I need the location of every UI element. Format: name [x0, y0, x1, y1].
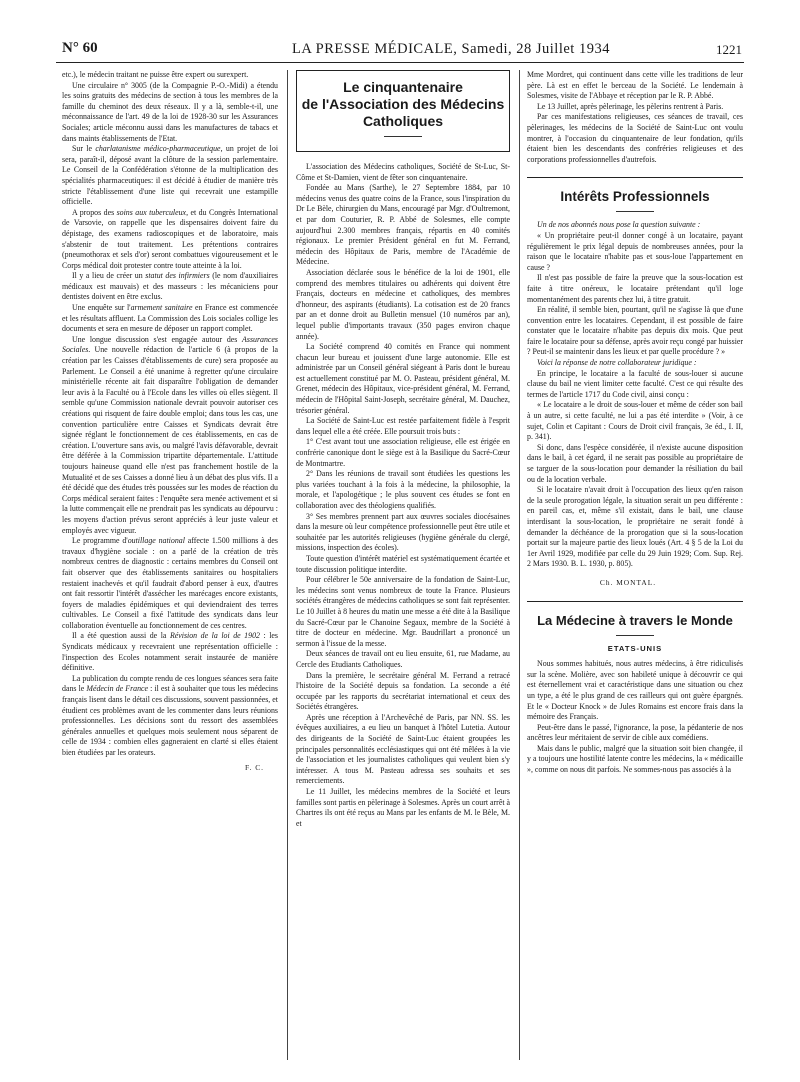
article-title-box — [296, 70, 510, 152]
column-left — [62, 70, 278, 1060]
paragraph: 1° C'est avant tout une association religieuse, elle est érigée en confrérie canonique dont le siège est à la Basilique du Sacré-Cœur de Montmartre. — [296, 437, 510, 468]
paragraph: Il y a lieu de créer un statut des infirmiers (le nom d'auxiliaires médicaux est mauvais) et des masseurs : les mécaniciens pour dentistes doivent en être exclus. — [62, 271, 278, 302]
paragraph: Un de nos abonnés nous pose la question suivante : — [537, 220, 701, 230]
section-title-medecine: La Médecine à travers le Monde — [537, 612, 733, 628]
paragraph: Pour célébrer le 50e anniversaire de la fondation de Saint-Luc, les médecins sont venus nombreux de toute la France. Plusieurs sociétés étrangères de médecins catholiques se sont fait représenter. Le 10 Juillet à 8 heures du matin une messe a été dite à la Basilique du Sacré-Cœur par le Chanoine Segaux, membre de la Société à titre de docteur en médecine. Mgr. Baudrillart a prononcé un sermon à l'issue de la messe. — [296, 575, 510, 648]
paragraph: « Un propriétaire peut-il donner congé à un locataire, payant régulièrement le prix légal depuis de nombreuses années, pour la raison que le locataire n'habite pas et sous-loue l'appartement en cause ? — [527, 230, 743, 272]
paragraph: Nous sommes habitués, nous autres médecins, à être ridiculisés sur la scène. Molière, avec son habileté unique à découvrir ce qui est éternellement vrai et caractéristique dans une situation ou chez un type, a été le plus grand de ces railleurs qui ont guère épargnés. Et le « Docteur Knock » de Jules Romains est encore frais dans la mémoire des Français. — [527, 659, 743, 722]
paragraph: En réalité, il semble bien, pourtant, qu'il ne s'agisse là que d'une convention entre les locataires. Cependant, il est possible de faire constater que le locataire n'habite pas depuis dix mois. Que peut faire le locataire pour sa défense, après avoir reçu congé par huissier ? Peut-il se maintenir dans les lieux et par quelle procédure ? » — [527, 305, 743, 357]
paragraph: A propos des soins aux tuberculeux, et du Congrès International de Varsovie, on rappelle que les dispensaires doivent faire du dépistage, des examens radioscopiques et de laboratoire, mais s'abstenir de tout traitement. Les prétentions contraires (pneumothorax et sels d'or) seront combattues vigoureusement et le Corps médical doit protester contre toute atteinte à la loi. — [62, 207, 278, 270]
issue-number: N° 60 — [62, 40, 98, 56]
signature: F. C. — [245, 762, 264, 772]
page-header — [56, 40, 744, 63]
paragraph: Fondée au Mans (Sarthe), le 27 Septembre 1884, par 10 médecins venus des quatre coins de la France, sous l'inspiration du Dr Le Bèle, chirurgien du Mans, encouragé par Mgr. d'Oultremont, et par dom Couturier, R. P. Abbé de Solesmes, elle compte aujourd'hui 2.300 membres français, répartis en 40 comités régionaux. Le premier Président général en fut M. Ferrand, médecin des Hôpitaux de Paris, membre de l'Académie de Médecine. — [296, 183, 510, 267]
paragraph: Une longue discussion s'est engagée autour des Assurances Sociales. Une nouvelle rédaction de l'article 6 (à propos de la création par les Caisses d'établissements de cure) sera proposée au Parlement. Le Conseil a été unanime à regretter qu'une circulaire ministérielle récente ait fait disparaître l'obligation de demander leur avis à la Faculté ou à l'Ecole dans les villes où elles siègent. Il semble qu'une Commission nationale devrait pouvoir autoriser ces créations qui risquent de faire double emploi; dans tous les cas, une convention particulière entre Caisses et Syndicats devrait être signée réglant le fonctionnement de ces établissements, en cas de création. L'ouverture sans avis, ou malgré l'avis défavorable, devrait être déférée à la Commission tripartite départementale. L'attitude toujours haineuse quand elle n'est pas franchement hostile de la Mutualité et de ses Caisses a donné lieu à un débat des plus vifs. Il a été décidé que des études très poussées sur les modes de réaction du Corps médical seraient faites : l'enquête sera menée activement et si la lutte commençait elle ne prendrait pas les syndicats au dépourvu : les moyens d'action prévus seront appréciés à leur juste valeur et employés avec vigueur. — [62, 334, 278, 535]
section-title-interets: Intérêts Professionnels — [560, 189, 710, 205]
paragraph: Peut-être dans le passé, l'ignorance, la pose, la pédanterie de nos ancêtres leur méritaient de servir de cible aux comédiens. — [527, 722, 743, 743]
paragraph: Sur le charlatanisme médico-pharmaceutique, un projet de loi sera, paraît-il, déposé avant la clôture de la session parlementaire. Le Conseil de la Confédération s'étonne de la multiplication des spécialités pharmaceutiques: il est décidé à étudier de manière très stricte l'établissement d'une liste qui recevrait une estampille officielle. — [62, 144, 278, 207]
paragraph: Si donc, dans l'espèce considérée, il n'existe aucune disposition dans le bail, à cet égard, il ne serait pas possible au propriétaire de se targuer de la sous-location pour demander la résiliation du bail ou de la location verbale. — [527, 442, 743, 484]
paragraph: La Société de Saint-Luc est restée parfaitement fidèle à l'esprit dans lequel elle a été créée. Elle poursuit trois buts : — [296, 416, 510, 436]
paragraph: Le 13 Juillet, après pèlerinage, les pèlerins rentrent à Paris. — [537, 101, 724, 111]
paragraph: Il n'est pas possible de faire la preuve que la sous-location est faite à titre onéreux, le locataire prétendant qu'il loge momentanément des parents chez lui, à titre gratuit. — [527, 273, 743, 304]
paragraph: En principe, le locataire a la faculté de sous-louer si aucune clause du bail ne vient limiter cette faculté. C'est ce qui résulte des termes de l'article 1717 du Code civil, ainsi conçu : — [527, 368, 743, 399]
paragraph: Une circulaire n° 3005 (de la Compagnie P.-O.-Midi) a étendu les soins gratuits des médecins de section à tous les membres de la famille du cheminot des deux réseaux. Il y a là, semble-t-il, une méconnaissance de l'art. 49 de la loi de 1928-30 sur les Assurances Sociales; article méconnu aussi dans les manufactures de tabacs et dans maints établissements de l'Etat. — [62, 80, 278, 143]
paragraph: Association déclarée sous le bénéfice de la loi de 1901, elle comprend des membres titulaires ou adhérents qui doivent être Français, docteurs en médecine et catholiques, des membres d'honneur, des aspirants (étudiants). La cotisation est de 20 francs par an et donne droit au Bulletin mensuel (10 numéros par an), lequel publie d'importants travaux (350 pages environ chaque année). — [296, 267, 510, 341]
page-number: 1221 — [716, 42, 742, 57]
signature: Ch. MONTAL. — [599, 577, 657, 587]
paragraph: Une enquête sur l'armement sanitaire en France est commencée et les résultats affluent. La Commission des Lois sociales collige les documents et sera en mesure de déposer un rapport complet. — [62, 303, 278, 334]
paragraph: 3° Ses membres prennent part aux œuvres sociales diocésaines dans la mesure où leur compétence professionnelle peut être utile et souhaitée par les autorités religieuses (hygiène générale du clergé, missions, inspection des écoles). — [296, 511, 510, 553]
paragraph: Par ces manifestations religieuses, ces séances de travail, ces pèlerinages, les médecins de la Société de Saint-Luc ont voulu montrer, à l'occasion du cinquantenaire de leur fondation, qu'ils étaient bien les descendants des confréries religieuses et des corporations professionnelles d'autrefois. — [527, 112, 743, 164]
paragraph: La Société comprend 40 comités en France qui nomment chacun leur bureau et jouissent d'une large autonomie. Elle est administrée par un Conseil général siégeant à Paris dont le bureau est actuellement constitué par M. O. Pasteau, président général, M. Grenet, médecin des Hôpitaux, vice-président général, M. Ferrand, médecin de l'Hôpital Saint-Joseph, secrétaire général, M. Dauchez, trésorier général. — [296, 342, 510, 415]
paragraph: Le 11 Juillet, les médecins membres de la Société et leurs familles sont partis en pèlerinage à Solesmes. Après un court arrêt à Chartres ils ont été reçus au Mans par les enfants de M. le Bèle, M. et — [296, 787, 510, 828]
paragraph: Il a été question aussi de la Révision de la loi de 1902 : les Syndicats médicaux y recevraient une représentation officielle : l'inspection des Ecoles notamment serait instaurée de manière définitive. — [62, 631, 278, 673]
paragraph: Toute question d'intérêt matériel est systématiquement écartée et toute discussion politique interdite. — [296, 553, 510, 574]
column-rule-left — [287, 70, 288, 1060]
paragraph: Si le locataire n'avait droit à l'occupation des lieux qu'en raison de la seule prorogation légale, la situation serait un peu différente : en pareil cas, et, même s'il existait, dans le bail, une clause interdisant la sous-location, le propriétaire ne serait fondé à demander la déchéance de la prorogation que si la sous-location portait sur la majeure partie des lieux loués (Art. 4 § 5 de la Loi du 1er Avril 1929, modifiée par celle du 29 Juin 1929; Com. Sup. Rej. 2 Mars 1930. B. L. 1930, p. 805). — [527, 485, 743, 569]
paragraph: L'association des Médecins catholiques, Société de St-Luc, St-Côme et St-Damien, vient de fêter son cinquantenaire. — [296, 162, 510, 182]
paragraph: 2° Dans les réunions de travail sont étudiées les questions les plus variées touchant à la fois à la médecine, la philosophie, la morale, et l'apologétique ; le plus souvent ces études se font en collaboration avec des théologiens qualifiés. — [296, 469, 510, 510]
paragraph: « Le locataire a le droit de sous-louer et même de céder son bail à un autre, si cette faculté, ne lui a pas été interdite » (Voir, à ce sujet, Colin et Capitant : Cours de Droit civil français, 3e éd., I. II, p. 341). — [527, 400, 743, 442]
paragraph: Voici la réponse de notre collaborateur juridique : — [537, 358, 697, 368]
paragraph: Mais dans le public, malgré que la situation soit bien changée, il y a toujours une hostilité latente contre les médecins, la « médicaille », comme on nous dit parfois. Ne sommes-nous pas associés à la — [527, 743, 743, 775]
column-rule-right — [519, 70, 520, 1060]
section-divider — [527, 601, 743, 602]
section-subheading: ETATS-UNIS — [607, 643, 663, 653]
section-divider — [527, 177, 743, 178]
column-middle — [296, 70, 510, 1060]
paragraph: La publication du compte rendu de ces longues séances sera faite dans le Médecin de France : il est à souhaiter que tous les médecins français lisent dans le détail ces discussions, souvent passionnées, et étudient ces problèmes avant de les commenter dans leurs réunions professionnelles. Les décisions sont du ressort des assemblées générales annuelles et quelques mois seulement nous séparent de celle de 1934 : combien elles gagneraient en clarté si elles étaient bien étudiées par les orateurs. — [62, 673, 278, 757]
paragraph: Après une réception à l'Archevêché de Paris, par NN. SS. les évêques auxiliaires, a eu lieu un banquet à l'hôtel Lutetia. Autour des dirigeants de la Société de Saint-Luc étaient groupées les principales personnalités ecclésiastiques qui ont été mêlées à la vie de l'association et les journalistes catholiques qui veulent bien s'y intéresser. A tous M. Pasteau adressa ses souhaits et ses remerciements. — [296, 712, 510, 786]
title-divider — [384, 136, 422, 137]
paragraph: Deux séances de travail ont eu lieu ensuite, 61, rue Madame, au Cercle des Etudiants Catholiques. — [296, 649, 510, 669]
article-title: Le cinquantenaire de l'Association des Médecins Catholiques — [301, 79, 505, 129]
paragraph: Dans la première, le secrétaire général M. Ferrand a retracé l'histoire de la Société depuis sa fondation. La seconde a été occupée par les rapports du secrétariat international et ceux des Sociétés étrangères. — [296, 670, 510, 712]
journal-title: LA PRESSE MÉDICALE, Samedi, 28 Juillet 1934 — [292, 41, 610, 57]
title-divider — [616, 211, 654, 212]
paragraph: Le programme d'outillage national affecte 1.500 millions à des travaux d'hygiène sociale : on a parlé de la création de très nombreux centres de diagnostic : certains membres du Conseil ont fait observer que des établissements sanitaires ou hospitaliers restaient inachevés et qu'il faudrait d'abord penser à eux, d'autres ont fait ressortir l'intérêt d'assécher les marécages encore existants, foyers de maladies épidémiques et qui deviendraient des terres cultivables. Le Conseil a fixé l'attitude des syndicats dans leur collaboration éventuelle au fonctionnement de ces centres. — [62, 536, 278, 630]
column-right — [527, 70, 743, 1060]
paragraph: etc.), le médecin traitant ne puisse être expert ou surexpert. — [62, 70, 249, 79]
paragraph: Mme Mordret, qui continuent dans cette ville les traditions de leur père. Là est en effet le berceau de la Société. Le lendemain à Solesmes, visite de l'Abbaye et réception par le R. P. Abbé. — [527, 70, 743, 101]
title-divider — [616, 635, 654, 636]
